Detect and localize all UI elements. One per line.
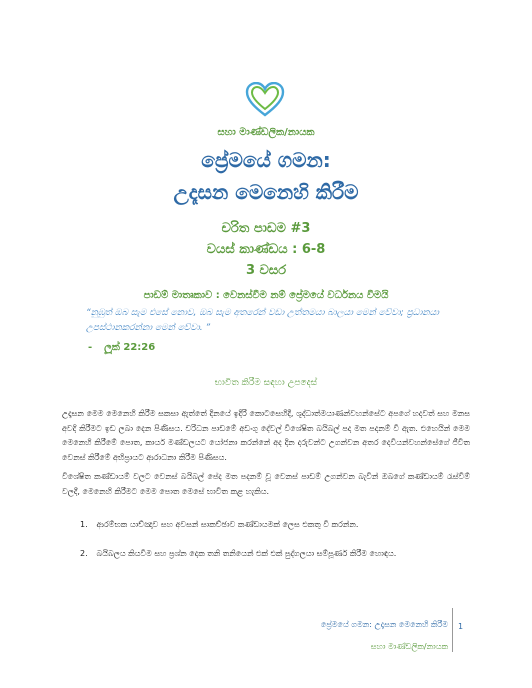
title-line-1: ප්‍රේමයේ ගමන:	[201, 148, 331, 172]
lesson-number: චරිත පාඩම #3	[221, 221, 311, 236]
scripture-reference	[88, 342, 167, 353]
age-group: වයස් කාණ්ඩය : 6-8	[206, 242, 326, 257]
list-number: 1.	[80, 520, 88, 529]
list-item	[80, 520, 358, 530]
reference-text: ලූක් 22:26	[104, 342, 156, 353]
years-label: 3 වසර	[245, 263, 287, 278]
section-heading: භාවිත කිරීම සඳහා උපදෙස්	[214, 378, 318, 388]
page-number: 1	[458, 622, 464, 631]
list-number: 2.	[80, 549, 88, 558]
page-footer	[300, 614, 448, 658]
body-paragraph-1: උදෑසන මෙම මෙනෙහි කිරීම සකසා ඇත්තේ දිනයේ ඉදිරි කොටසෙහිදී, ශුද්ධාත්මයාණන්වහන්සේට අපගේ හදවත් සහ මනස අවදි කිරීමට ඉඩ ලබා දෙන පිණිසය. චරිධන පාඩමේ අඩංගු දේවල් විශේෂිත බයිබල් පද මත පදනම් වී ඇත. එහෙයින් මෙම මෙනෙහි කිරීමේ පොත, කාර්ය මණ්ඩලයට යෝජනා කරන්නේ අද දින දරුවන්ට උගන්වන අතර දෙවියන්වහන්සේගේ ජීවිත වෙනස් කිරීමේ අභිප්‍රායට ආරාධනා කිරීම පිණිසය.	[62, 409, 470, 462]
lesson-theme: පාඩම් මාතෘකාව : වෙනස්වීම නම් ප්‍රේමයේ වර්ධනය වීමයි	[143, 290, 389, 301]
list-item	[80, 549, 396, 559]
list-text: බයිබලය කියවීම සහ ප්‍රශ්න දෙක තනි තනියෙන් එක් එක් පුද්ගලයා සම්පූර්ණ කිරීම හොඳය.	[96, 549, 397, 558]
footer-divider	[452, 608, 453, 652]
heart-icon	[245, 82, 285, 118]
footer-title: ප්‍රේමයේ ගමන: උදෑසන මෙනෙහි කිරීම	[320, 620, 448, 629]
body-paragraph-2: විශේෂිත කණ්ඩායම් වලට වෙනස් බයිබල් පේද මත පදනම් වූ වෙනස් පාඩම් උගන්වන බැවින් ඔබගේ කණ්ඩායම් රැස්වීම් වලදී, මෙනෙහි කිරීමට මෙම පොත මෙසේ භාවිත කළ හැකිය.	[62, 472, 470, 496]
title-line-2: උදෑසන මෙනෙහි කිරීම	[173, 180, 359, 204]
list-text: ආරම්භක යාච්ඤාව සහ අවසන් සාකච්ඡාව කණ්ඩායමක් ලෙස එකතු වී කරන්න.	[96, 520, 359, 529]
reference-dash: -	[88, 342, 93, 353]
footer-subtitle: සහා මාණ්ඩලික/නායක	[370, 642, 448, 651]
document-subtitle: සහා මාණ්ඩලික/නායක	[217, 127, 315, 138]
scripture-quote: “නුඹුත් ඔබ සැම එසේ නොව, ඔබ සැම අතරෙන් වඩා උත්තමයා බාලයා මෙන් වේවා; ප්‍රධානයා උපස්ථානකරන්නා මෙන් වේවා. ”	[86, 308, 440, 333]
